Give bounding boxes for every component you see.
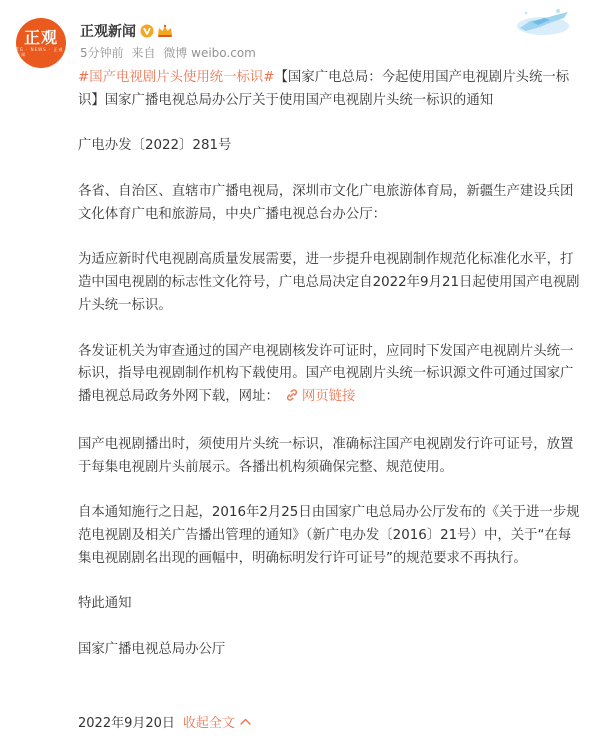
verified-badge-icon [140, 24, 154, 38]
document-number: 广电办发〔2022〕281号 [78, 138, 232, 154]
paragraph-2 [78, 341, 584, 411]
user-name[interactable]: 正观新闻 [80, 24, 136, 40]
post-source: 微博 weibo.com [163, 46, 256, 60]
post-meta [80, 44, 260, 61]
avatar[interactable] [16, 18, 66, 68]
closing-text: 特此通知 [78, 596, 132, 612]
chevron-up-icon [240, 718, 251, 725]
name-row [80, 21, 174, 41]
web-link-label: 网页链接 [301, 389, 356, 405]
post-headline-paragraph [78, 67, 584, 113]
paragraph-3: 国产电视剧播出时，须使用片头统一标识，准确标注国产电视剧发行许可证号，放置于每集电视剧片头前展示。各播出机构须确保完整、规范使用。 [78, 436, 574, 475]
collapse-label: 收起全文 [182, 716, 235, 731]
avatar-logo-subtext: ZG · NEWS · 正观新闻 [16, 47, 64, 57]
post-header [0, 0, 600, 70]
post-footer [78, 712, 251, 731]
paragraph-2-text: 各发证机关为审查通过的国产电视剧核发许可证时，应同时下发国产电视剧片头统一标识，指导电视剧制作机构下载使用。国产电视剧片头统一标识源文件可通过国家广播电视总局政务外网下载，网址： [78, 343, 574, 405]
avatar-logo-text: 正观 [23, 28, 58, 47]
topic-link[interactable]: #国产电视剧片头使用统一标识# [78, 70, 275, 85]
collapse-button[interactable] [183, 712, 251, 731]
post-date: 2022年9月20日 [78, 716, 175, 731]
post-content [78, 67, 584, 685]
signature: 国家广播电视总局办公厅 [78, 641, 226, 657]
source-prefix: 来自 [131, 46, 156, 60]
paragraph-4: 自本通知施行之日起，2016年2月25日由国家广电总局办公厅发布的《关于进一步规范电视剧及相关广告播出管理的通知》（新广电办发〔2016〕21号）中，关于“在每集电视剧剧名出现的画幅中，明确标明发行许可证号”的规范要求不再执行。 [78, 505, 580, 566]
link-icon [285, 388, 299, 411]
web-link[interactable] [285, 389, 356, 404]
vip-level-icon[interactable] [156, 24, 174, 38]
card-decoration-icon [514, 4, 572, 42]
post-headline: 【国家广电总局：今起使用国产电视剧片头统一标识】国家广播电视总局办公厅关于使用国产电视剧片头统一标识的通知 [78, 70, 570, 108]
recipients-paragraph: 各省、自治区、直辖市广播电视局，深圳市文化广电旅游体育局，新疆生产建设兵团文化体育广电和旅游局，中央广播电视总台办公厅： [78, 183, 574, 222]
post-time[interactable]: 5分钟前 [80, 46, 124, 60]
paragraph-1: 为适应新时代电视剧高质量发展需要，进一步提升电视剧制作规范化标准化水平，打造中国电视剧的标志性文化符号，广电总局决定自2022年9月21日起使用国产电视剧片头统一标识。 [78, 252, 580, 313]
